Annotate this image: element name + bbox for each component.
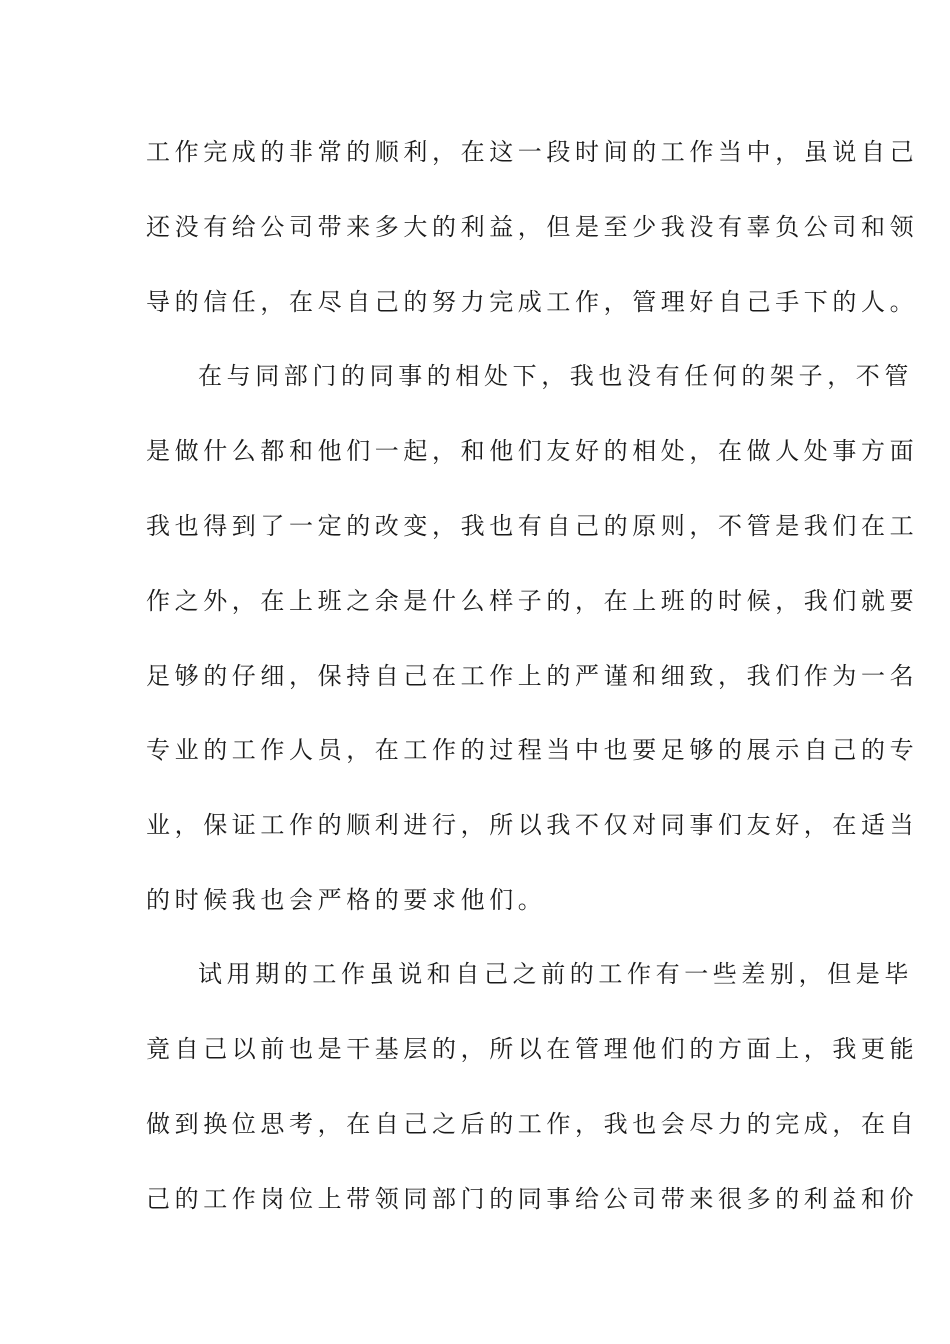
text-line: 己的工作岗位上带领同部门的同事给公司带来很多的利益和价 (146, 1185, 919, 1213)
paragraph-first-line: 试用期的工作虽说和自己之前的工作有一些差别，但是毕 (198, 960, 913, 988)
text-line: 作之外，在上班之余是什么样子的，在上班的时候，我们就要 (146, 587, 919, 615)
text-line: 是做什么都和他们一起，和他们友好的相处，在做人处事方面 (146, 437, 919, 465)
text-line: 我也得到了一定的改变，我也有自己的原则，不管是我们在工 (146, 512, 919, 540)
text-line: 还没有给公司带来多大的利益，但是至少我没有辜负公司和领 (146, 213, 919, 241)
text-line: 的时候我也会严格的要求他们。 (146, 886, 547, 914)
text-line: 竟自己以前也是干基层的，所以在管理他们的方面上，我更能 (146, 1035, 919, 1063)
text-line: 专业的工作人员，在工作的过程当中也要足够的展示自己的专 (146, 736, 919, 764)
text-line: 工作完成的非常的顺利，在这一段时间的工作当中，虽说自己 (146, 138, 919, 166)
text-line: 足够的仔细，保持自己在工作上的严谨和细致，我们作为一名 (146, 662, 919, 690)
paragraph-first-line: 在与同部门的同事的相处下，我也没有任何的架子，不管 (198, 362, 913, 390)
text-line: 做到换位思考，在自己之后的工作，我也会尽力的完成，在自 (146, 1110, 919, 1138)
text-line: 导的信任，在尽自己的努力完成工作，管理好自己手下的人。 (146, 288, 919, 316)
text-line: 业，保证工作的顺利进行，所以我不仅对同事们友好，在适当 (146, 811, 919, 839)
